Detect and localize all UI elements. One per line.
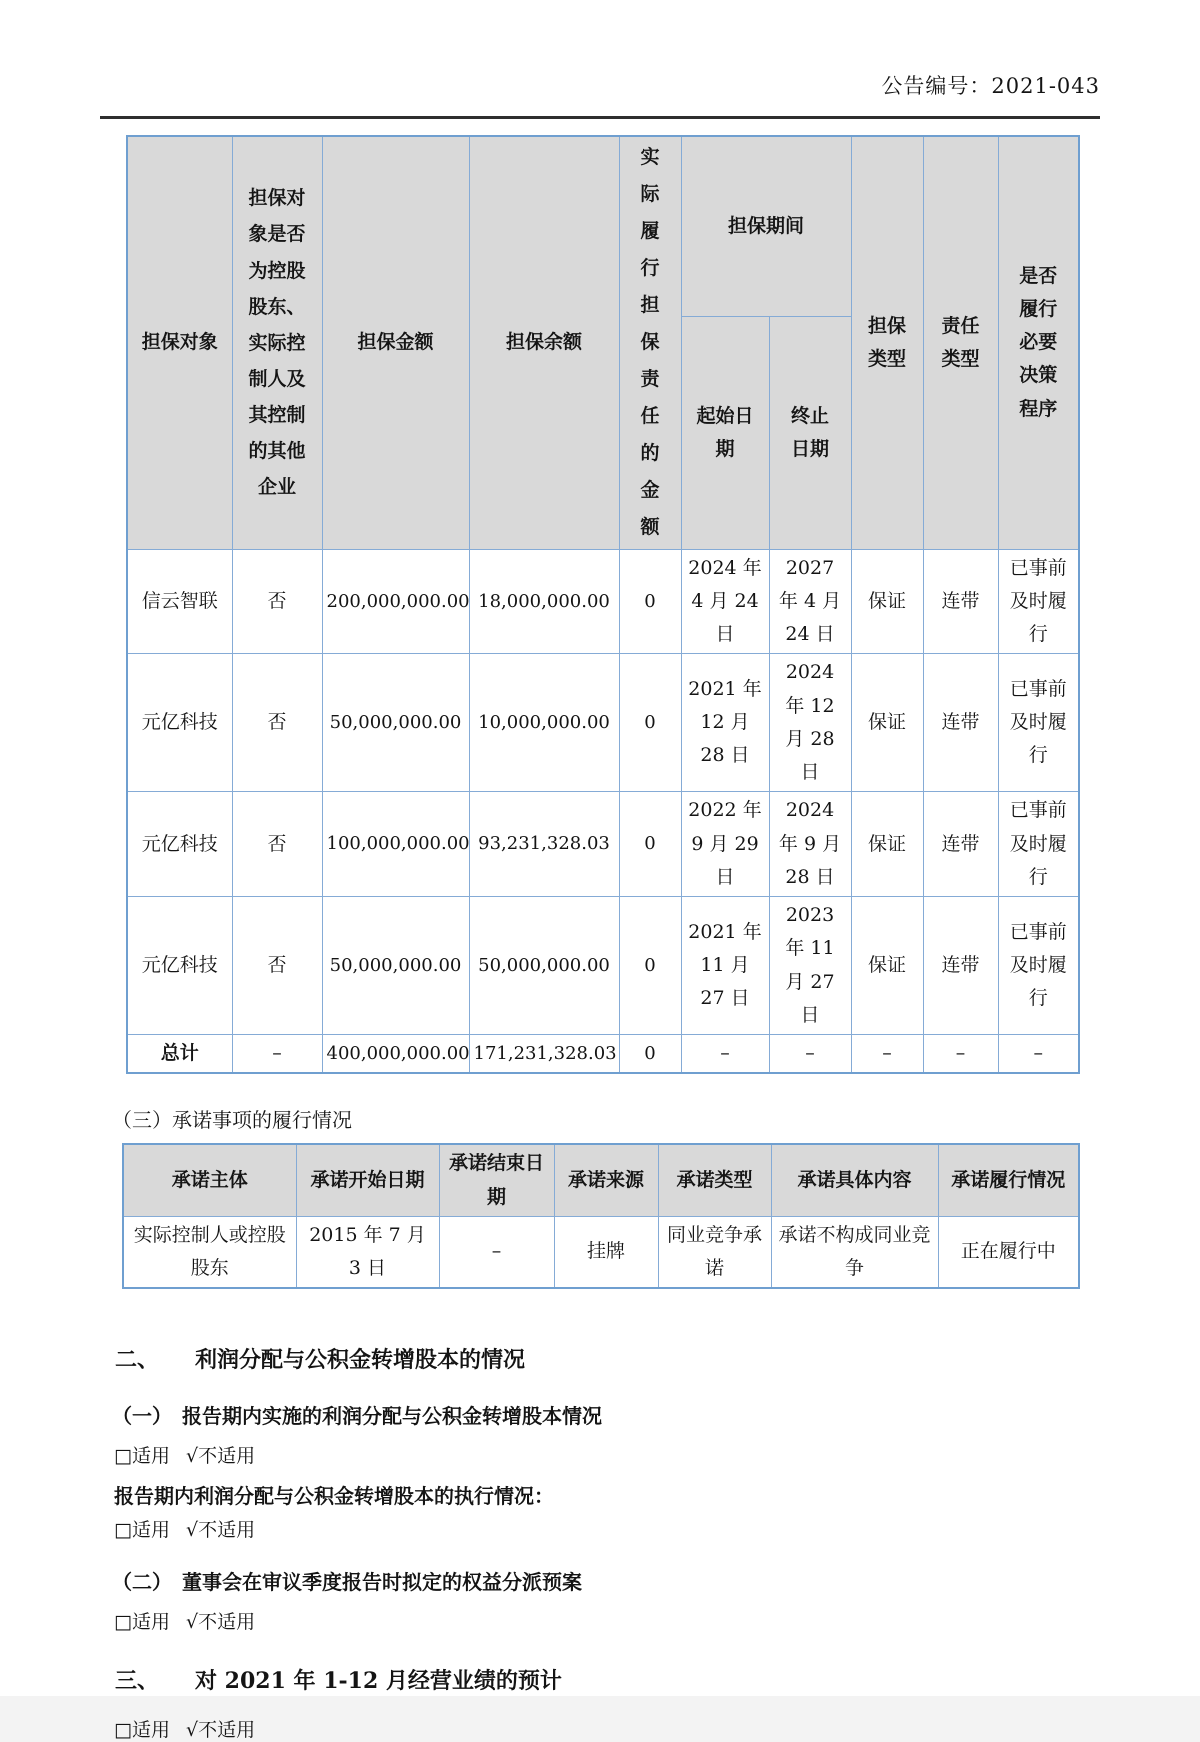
cell-start-date: 2021 年 12 月 28 日 [681,654,769,792]
cell-end-date: 2023 年 11 月 27 日 [769,897,851,1035]
commitment-cell-source: 挂牌 [554,1216,658,1288]
not-apply-label: 不适用 [198,1611,256,1634]
commitment-col-start: 承诺开始日期 [296,1144,439,1216]
guarantee-total-row [127,1035,1079,1074]
total-type: – [851,1035,923,1074]
total-liability: – [923,1035,998,1074]
total-actual: 0 [619,1035,681,1074]
guarantee-col-related [232,136,322,549]
commitment-cell-start: 2015 年 7 月 3 日 [296,1216,439,1288]
apply-label: 适用 [131,1611,170,1634]
cell-related: 否 [232,792,322,897]
total-balance: 171,231,328.03 [469,1035,619,1074]
cell-liability: 连带 [923,549,998,654]
cell-target: 元亿科技 [127,792,232,897]
cell-liability: 连带 [923,654,998,792]
cell-target: 元亿科技 [127,897,232,1035]
guarantee-col-end-label: 终止日期 [790,404,829,460]
guarantee-col-period: 担保期间 [681,136,851,317]
cell-target: 元亿科技 [127,654,232,792]
apply-label: 适用 [131,1719,170,1742]
check-icon: √ [185,1445,199,1468]
forecast-section-heading [115,1664,1100,1695]
cell-actual: 0 [619,792,681,897]
cell-end-date: 2024 年 9 月 28 日 [769,792,851,897]
forecast-section-number: 三、 [115,1668,160,1695]
commitment-cell-end: – [439,1216,554,1288]
guarantee-col-type [851,136,923,549]
cell-procedure: 已事前及时履行 [998,792,1079,897]
applicability-line [114,1607,1100,1634]
profit-sub1-number: （一） [112,1404,172,1429]
guarantee-row [127,897,1079,1035]
cell-type: 保证 [851,897,923,1035]
guarantee-col-type-label: 担保类型 [868,314,907,370]
cell-balance: 18,000,000.00 [469,549,619,654]
cell-balance: 50,000,000.00 [469,897,619,1035]
guarantee-col-related-label: 担保对象是否为控股股东、实际控制人及其控制的其他企业 [248,187,306,499]
profit-sub2-heading [112,1566,1100,1595]
commitment-cell-content: 承诺不构成同业竞争 [771,1216,938,1288]
forecast-section-title: 对 2021 年 1-12 月经营业绩的预计 [195,1668,562,1695]
profit-exec-line: 报告期内利润分配与公积金转增股本的执行情况： [114,1484,554,1509]
guarantee-row [127,654,1079,792]
guarantee-col-amount: 担保金额 [322,136,469,549]
guarantee-col-end-date [769,317,851,549]
applicability-line [114,1441,1100,1468]
check-icon: √ [185,1719,199,1742]
guarantee-row [127,549,1079,654]
cell-start-date: 2021 年 11 月 27 日 [681,897,769,1035]
cell-type: 保证 [851,654,923,792]
commitment-cell-type: 同业竞争承诺 [658,1216,771,1288]
check-icon: √ [185,1519,199,1542]
applicability-line [114,1515,1100,1542]
announcement-number: 公告编号：2021-043 [881,74,1100,98]
not-apply-label: 不适用 [198,1719,256,1742]
apply-label: 适用 [131,1519,170,1542]
not-apply-label: 不适用 [198,1445,256,1468]
commitment-col-type: 承诺类型 [658,1144,771,1216]
guarantee-row [127,792,1079,897]
total-start-date: – [681,1035,769,1074]
cell-related: 否 [232,549,322,654]
profit-sub2-number: （二） [112,1570,172,1595]
cell-procedure: 已事前及时履行 [998,549,1079,654]
total-end-date: – [769,1035,851,1074]
commitment-col-subject: 承诺主体 [123,1144,296,1216]
cell-balance: 10,000,000.00 [469,654,619,792]
commitment-cell-subject: 实际控制人或控股股东 [123,1216,296,1288]
guarantee-table [126,135,1080,1074]
cell-end-date: 2027 年 4 月 24 日 [769,549,851,654]
commitment-cell-status: 正在履行中 [938,1216,1079,1288]
cell-amount: 100,000,000.00 [322,792,469,897]
profit-sub2-title: 董事会在审议季度报告时拟定的权益分派预案 [182,1570,582,1595]
guarantee-col-target: 担保对象 [127,136,232,549]
profit-section-number: 二、 [115,1347,160,1374]
cell-start-date: 2022 年 9 月 29 日 [681,792,769,897]
commitment-col-content: 承诺具体内容 [771,1144,938,1216]
profit-section-heading [115,1343,1100,1374]
guarantee-col-actual [619,136,681,549]
applicability-line [114,1715,1100,1742]
not-apply-label: 不适用 [198,1519,256,1542]
commitment-table [122,1143,1080,1289]
profit-section-title: 利润分配与公积金转增股本的情况 [195,1347,526,1374]
cell-procedure: 已事前及时履行 [998,654,1079,792]
checkbox-unchecked-icon: □ [114,1445,132,1468]
cell-procedure: 已事前及时履行 [998,897,1079,1035]
guarantee-col-liability [923,136,998,549]
cell-actual: 0 [619,549,681,654]
guarantee-col-actual-label: 实际履行担保责任的金额 [640,146,660,539]
commitment-col-end: 承诺结束日期 [439,1144,554,1216]
cell-amount: 50,000,000.00 [322,897,469,1035]
cell-balance: 93,231,328.03 [469,792,619,897]
profit-sub1-title: 报告期内实施的利润分配与公积金转增股本情况 [182,1404,602,1429]
cell-start-date: 2024 年 4 月 24 日 [681,549,769,654]
total-label: 总计 [127,1035,232,1074]
total-amount: 400,000,000.00 [322,1035,469,1074]
guarantee-col-start-date [681,317,769,549]
profit-sub1-heading [112,1400,1100,1429]
cell-amount: 200,000,000.00 [322,549,469,654]
commitment-section-title: （三）承诺事项的履行情况 [112,1108,352,1133]
guarantee-col-balance: 担保余额 [469,136,619,549]
checkbox-unchecked-icon: □ [114,1719,132,1742]
commitment-col-status: 承诺履行情况 [938,1144,1079,1216]
guarantee-col-liability-label: 责任类型 [941,314,980,370]
cell-actual: 0 [619,654,681,792]
cell-related: 否 [232,897,322,1035]
cell-end-date: 2024 年 12 月 28 日 [769,654,851,792]
cell-amount: 50,000,000.00 [322,654,469,792]
cell-liability: 连带 [923,897,998,1035]
guarantee-col-start-label: 起始日期 [696,404,754,460]
cell-type: 保证 [851,549,923,654]
apply-label: 适用 [131,1445,170,1468]
guarantee-col-procedure [998,136,1079,549]
checkbox-unchecked-icon: □ [114,1611,132,1634]
check-icon: √ [185,1611,199,1634]
total-related: – [232,1035,322,1074]
checkbox-unchecked-icon: □ [114,1519,132,1542]
cell-liability: 连带 [923,792,998,897]
cell-related: 否 [232,654,322,792]
commitment-col-source: 承诺来源 [554,1144,658,1216]
cell-actual: 0 [619,897,681,1035]
commitment-row [123,1216,1079,1288]
cell-target: 信云智联 [127,549,232,654]
cell-type: 保证 [851,792,923,897]
total-procedure: – [998,1035,1079,1074]
header-divider [100,116,1100,119]
guarantee-col-procedure-label: 是否履行必要决策程序 [1019,264,1058,420]
